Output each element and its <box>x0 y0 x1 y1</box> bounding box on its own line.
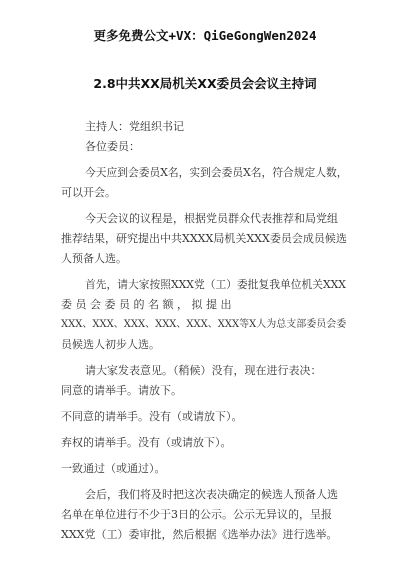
vote-line: 不同意的请举手。没有（或请放下）。 <box>61 410 243 423</box>
paragraph-line: 人预备人选。 <box>61 252 127 265</box>
paragraph-line: 会后，我们将及时把这次表决确定的候选人预备人选 <box>85 488 338 501</box>
document-title: 2.8中共XX局机关XX委员会会议主持词 <box>93 76 317 91</box>
paragraph-line: 今天应到会委员X名，实到会委员X名，符合规定人数， <box>85 166 348 179</box>
paragraph-line: 推荐结果，研究提出中共XXXX局机关XXX委员会成员候选 <box>61 232 347 245</box>
host-line: 主持人：党组织书记 <box>85 120 184 133</box>
paragraph-line: 请大家发表意见。（稍候）没有，现在进行表决： <box>85 364 322 377</box>
paragraph-line: 员候选人初步人选。 <box>61 338 160 351</box>
vote-line: 弃权的请举手。没有（或请放下）。 <box>61 436 232 449</box>
document-body <box>61 117 351 545</box>
paragraph-line: 今天会议的议程是，根据党员群众代表推荐和局党组 <box>85 212 338 225</box>
paragraph-line: 可以开会。 <box>61 186 116 199</box>
paragraph-line: XXX、XXX、XXX、XXX、XXX、XXX等X人为总支部委员会委 <box>61 319 347 330</box>
salutation-line: 各位委员： <box>85 140 140 153</box>
paragraph-line: XXX党（工）委审批，然后根据《选举办法》进行选举。 <box>61 528 338 541</box>
header-banner: 更多免费公文+VX：QiGeGongWen2024 <box>93 28 317 43</box>
paragraph-line: 名单在单位进行不少于3日的公示。公示无异议的，呈报 <box>61 508 332 521</box>
paragraph-line: 委 员 会 委 员 的 名 额 ， 拟 提 出 <box>61 298 232 311</box>
vote-line: 同意的请举手。请放下。 <box>61 384 182 397</box>
paragraph-line: 首先，请大家按照XXX党（工）委批复我单位机关XXX <box>85 278 346 291</box>
vote-line: 一致通过（或通过）。 <box>61 462 166 475</box>
